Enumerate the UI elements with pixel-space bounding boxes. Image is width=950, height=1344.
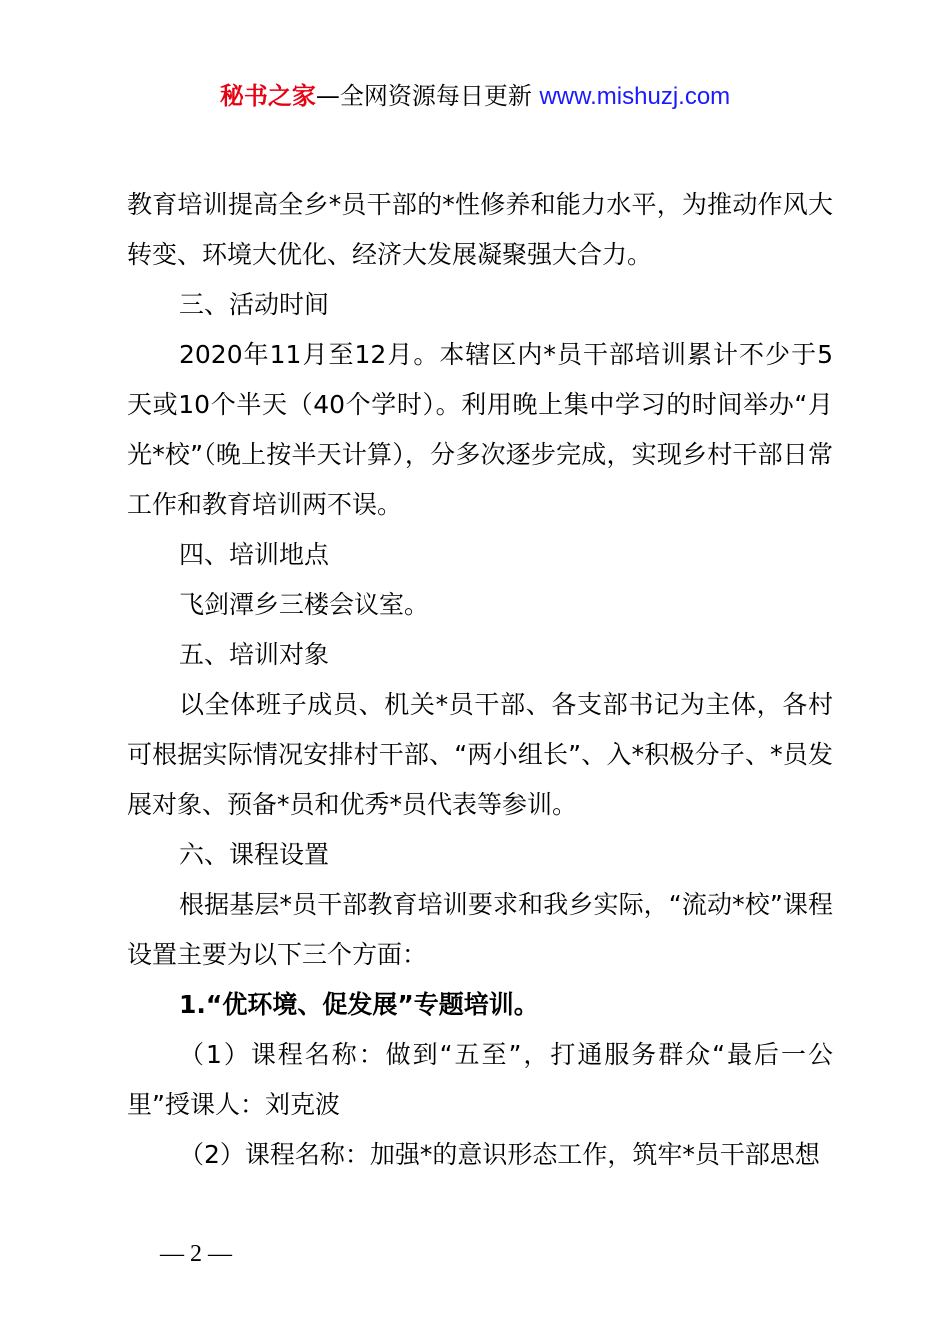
document-header <box>0 80 950 113</box>
header-brand: 秘书之家 <box>219 82 316 110</box>
course-item-2: （2）课程名称：加强*的意识形态工作，筑牢*员干部思想 <box>179 1140 820 1169</box>
section-heading-courses: 六、课程设置 <box>179 840 330 869</box>
paragraph-location: 飞剑潭乡三楼会议室。 <box>179 590 430 619</box>
document-body <box>127 180 833 1180</box>
page-number: — 2 — <box>160 1241 232 1267</box>
paragraph-audience: 以全体班子成员、机关*员干部、各支部书记为主体，各村可根据实际情况安排村干部、“两小组长”、入*积极分子、*员发展对象、预备*员和优秀*员代表等参训。 <box>127 690 833 819</box>
course-item-1: （1）课程名称：做到“五至”，打通服务群众“最后一公里”授课人：刘克波 <box>127 1040 833 1119</box>
section-heading-location: 四、培训地点 <box>179 540 330 569</box>
paragraph-courses: 根据基层*员干部教育培训要求和我乡实际，“流动*校”课程设置主要为以下三个方面： <box>127 890 833 969</box>
paragraph-time: 2020年11月至12月。本辖区内*员干部培训累计不少于5天或10个半天（40个学时）。利用晚上集中学习的时间举办“月光*校”（晚上按半天计算），分多次逐步完成，实现乡村干部日常工作和教育培训两不误。 <box>127 340 833 519</box>
section-heading-time: 三、活动时间 <box>179 290 330 319</box>
paragraph-intro: 教育培训提高全乡*员干部的*性修养和能力水平，为推动作风大转变、环境大优化、经济大发展凝聚强大合力。 <box>127 190 833 269</box>
header-tagline: —全网资源每日更新 <box>315 82 532 110</box>
section-heading-audience: 五、培训对象 <box>179 640 330 669</box>
subheading-course-topic-1: 1.“优环境、促发展”专题培训。 <box>179 990 539 1019</box>
header-url[interactable]: www.mishuzj.com <box>539 83 731 110</box>
